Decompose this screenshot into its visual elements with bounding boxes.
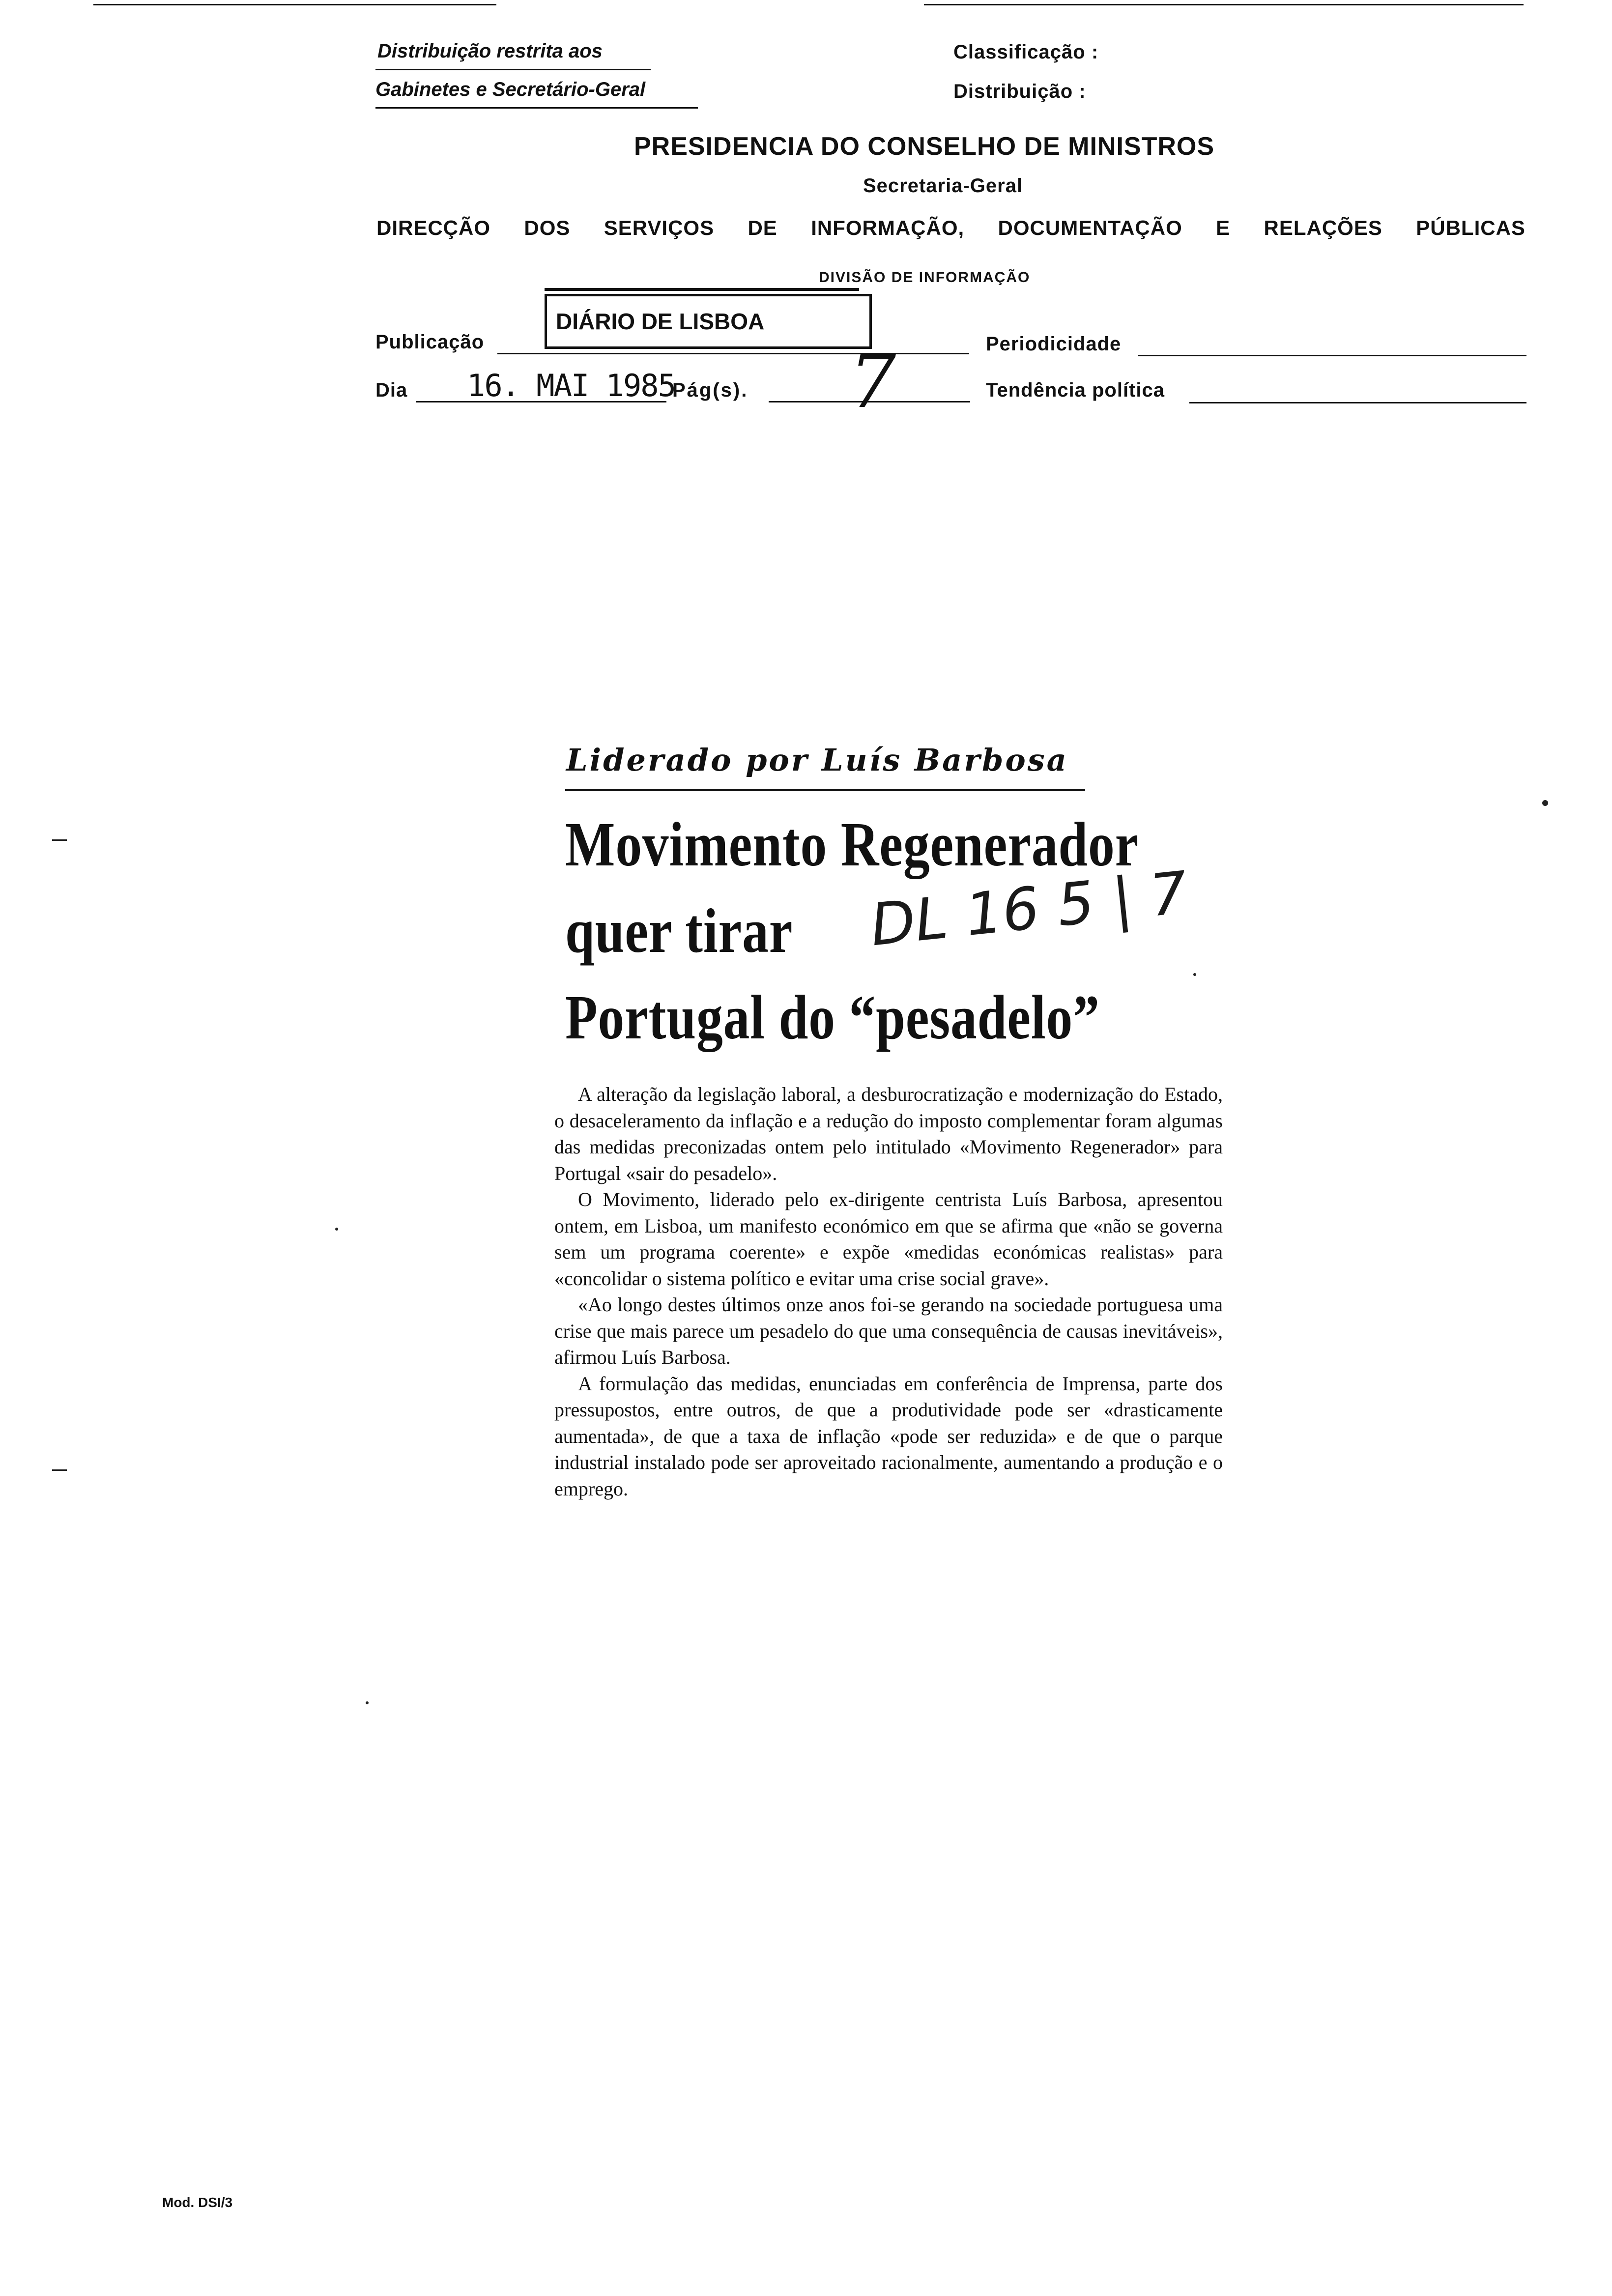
scan-speck	[1542, 800, 1548, 806]
article-headline-line1: Movimento Regenerador	[565, 809, 1139, 879]
article-paragraph: A alteração da legislação laboral, a desburocratização e modernização do Estado, o desaceleramento da inflação e a redução do imposto complementar foram algumas das medidas preconizadas ontem pelo intitulado «Movimento Regenerador» para Portugal «sair do pesadelo».	[554, 1083, 1223, 1184]
secretariat-title: Secretaria-Geral	[863, 175, 1023, 197]
publication-line	[497, 353, 969, 354]
division-title: DIVISÃO DE INFORMAÇÃO	[819, 269, 1031, 286]
scan-speck	[1193, 973, 1196, 976]
political-tendency-label: Tendência política	[986, 379, 1165, 401]
article-headline-line3: Portugal do “pesadelo”	[565, 982, 1100, 1052]
presidency-title: PRESIDENCIA DO CONSELHO DE MINISTROS	[634, 132, 1215, 161]
scan-speck	[366, 1701, 369, 1704]
restriction-underline-2	[375, 107, 698, 109]
scan-edge-left	[93, 4, 496, 5]
distribution-label: Distribuição :	[953, 81, 1086, 102]
kicker-underline	[565, 789, 1085, 791]
directorate-word: RELAÇÕES	[1264, 216, 1382, 239]
periodicity-label: Periodicidade	[986, 333, 1122, 355]
publication-stamp: DIÁRIO DE LISBOA	[545, 294, 872, 349]
directorate-word: DE	[748, 216, 777, 239]
political-tendency-line	[1189, 402, 1526, 403]
scan-speck	[52, 1469, 67, 1471]
article-body	[554, 1081, 1223, 1502]
article-kicker: Liderado por Luís Barbosa	[566, 742, 1068, 778]
scan-edge-right	[924, 4, 1524, 5]
article-paragraph: A formulação das medidas, enunciadas em conferência de Imprensa, parte dos pressupostos, entre outros, de que a produtividade pode ser «drasticamente aumentada», de que a taxa de inflação «pode ser reduzida» e de que o parque industrial instalado pode ser aproveitado racionalmente, aumentando a produção e o emprego.	[554, 1372, 1223, 1500]
restriction-underline-1	[375, 69, 651, 70]
directorate-word: INFORMAÇÃO,	[811, 216, 965, 239]
directorate-word: DOS	[524, 216, 571, 239]
directorate-line	[376, 216, 1526, 240]
day-value: 16. MAI 1985	[467, 368, 675, 403]
pages-label: Pág(s).	[672, 379, 748, 401]
pages-value: 7	[849, 339, 896, 425]
directorate-word: DIRECÇÃO	[376, 216, 491, 239]
periodicity-line	[1138, 355, 1526, 356]
form-model-code: Mod. DSI/3	[162, 2195, 233, 2210]
directorate-word: SERVIÇOS	[604, 216, 715, 239]
directorate-word: PÚBLICAS	[1416, 216, 1526, 239]
day-label: Dia	[375, 379, 408, 401]
scan-speck	[52, 839, 67, 841]
stamp-top-bar	[545, 288, 859, 291]
restriction-line-1: Distribuição restrita aos	[377, 40, 603, 62]
publication-label: Publicação	[375, 331, 485, 353]
classification-label: Classificação :	[953, 41, 1099, 63]
scan-speck	[335, 1228, 338, 1231]
article-paragraph: «Ao longo destes últimos onze anos foi-se gerando na sociedade portuguesa uma crise que mais parece um pesadelo do que uma consequência de causas inevitáveis», afirmou Luís Barbosa.	[554, 1293, 1223, 1368]
handwritten-reference: DL 16 5 | 7	[867, 858, 1191, 959]
directorate-word: E	[1216, 216, 1231, 239]
directorate-word: DOCUMENTAÇÃO	[998, 216, 1182, 239]
article-headline-line2: quer tirar	[565, 896, 793, 966]
article-paragraph: O Movimento, liderado pelo ex-dirigente centrista Luís Barbosa, apresentou ontem, em Lisboa, um manifesto económico em que se afirma que «não se governa sem um programa coerente» e expõe «medidas económicas realistas» para «concolidar o sistema político e evitar uma crise social grave».	[554, 1188, 1223, 1290]
restriction-line-2: Gabinetes e Secretário-Geral	[375, 79, 646, 100]
